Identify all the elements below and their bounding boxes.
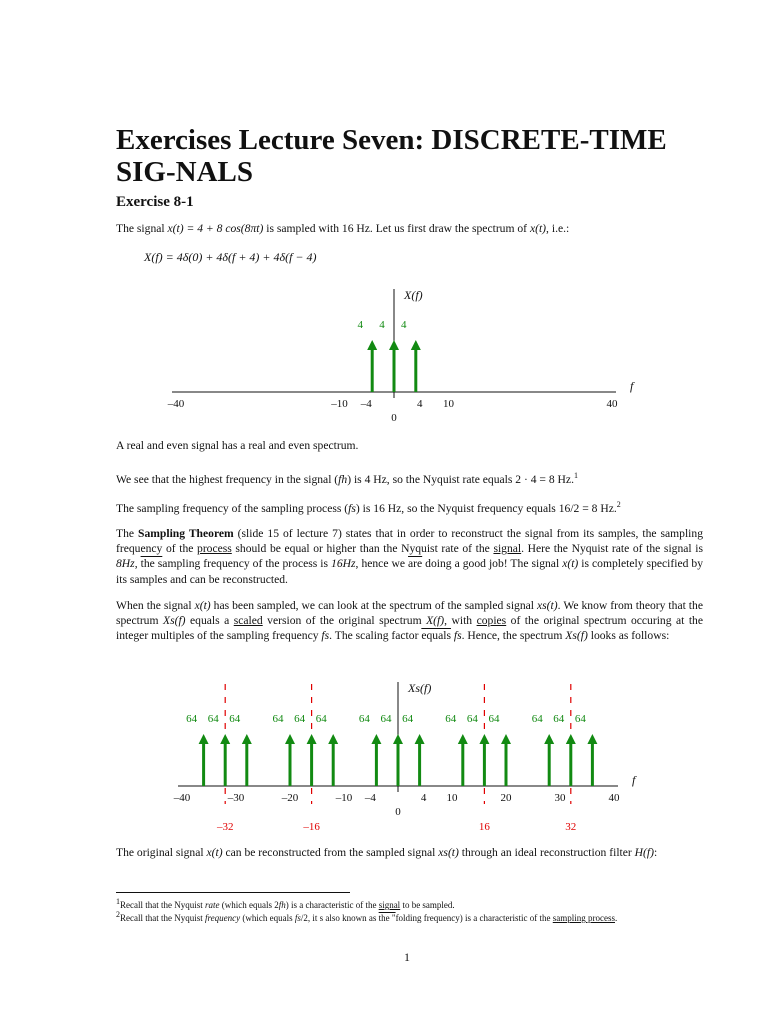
page-number: 1 <box>404 950 410 964</box>
tick-label: –40 <box>167 398 185 410</box>
tick-label: –4 <box>364 792 376 804</box>
tick-label: 30 <box>554 792 566 804</box>
tick-label: –10 <box>335 792 353 804</box>
spectrum-equation: X(f) = 4δ(0) + 4δ(f + 4) + 4δ(f − 4) <box>144 250 317 264</box>
impulse-value-label: 4 <box>357 319 363 331</box>
tick-label: –10 <box>331 398 348 410</box>
impulse-arrowhead <box>479 734 489 744</box>
exercise-heading: Exercise 8-1 <box>116 194 194 210</box>
reconstruction-paragraph: The original signal x(t) can be reconstructed from the sampled signal xs(t) through an ideal reconstruction filter H(f): <box>116 846 658 859</box>
impulse-arrowhead <box>371 734 381 744</box>
spectrum-chart <box>166 284 706 430</box>
impulse-arrowhead <box>242 734 252 744</box>
impulse-arrowhead <box>411 340 421 350</box>
impulse-value-label: 64 <box>315 713 327 725</box>
tick-label: 20 <box>500 792 512 804</box>
impulse-value-label: 4 <box>401 319 407 331</box>
x-axis-label: f <box>632 773 636 787</box>
impulse-arrowhead <box>501 734 511 744</box>
dashed-line-label: –16 <box>303 821 320 833</box>
tick-label: 0 <box>395 806 401 818</box>
y-axis-label: X(f) <box>404 288 423 302</box>
tick-label: –30 <box>227 792 245 804</box>
dashed-line-label: 32 <box>565 821 577 833</box>
impulse-arrowhead <box>199 734 209 744</box>
impulse-arrowhead <box>415 734 425 744</box>
impulse-value-label: 4 <box>379 319 385 331</box>
sampled-spectrum-chart <box>166 676 706 836</box>
impulse-arrowhead <box>328 734 338 744</box>
tick-label: –20 <box>281 792 299 804</box>
impulse-value-label: 64 <box>531 713 543 725</box>
impulse-arrowhead <box>307 734 317 744</box>
x-axis-label: f <box>630 379 634 393</box>
dashed-line-label: 16 <box>478 821 490 833</box>
impulse-arrowhead <box>566 734 576 744</box>
impulse-value-label: 64 <box>488 713 500 725</box>
tick-label: 40 <box>606 398 618 410</box>
impulse-arrowhead <box>389 340 399 350</box>
impulse-value-label: 64 <box>445 713 457 725</box>
impulse-arrowhead <box>393 734 403 744</box>
impulse-arrowhead <box>220 734 230 744</box>
intro-paragraph: The signal x(t) = 4 + 8 cos(8πt) is sampled with 16 Hz. Let us first draw the spectrum of x(t), i.e.: <box>116 222 570 235</box>
tick-label: 10 <box>443 398 454 410</box>
footnote-2: $^2$Recall that the Nyquist frequency (which equals fs/2, it s also known as the "folding frequency) is a characteristic of the sampling process. <box>116 910 618 923</box>
impulse-value-label: 64 <box>229 713 241 725</box>
tick-label: –4 <box>360 398 372 410</box>
dashed-line-label: –32 <box>216 821 234 833</box>
impulse-value-label: 64 <box>186 713 198 725</box>
impulse-arrowhead <box>458 734 468 744</box>
impulse-value-label: 64 <box>574 713 586 725</box>
impulse-value-label: 64 <box>380 713 392 725</box>
tick-label: 4 <box>420 792 427 804</box>
tick-label: 4 <box>417 398 423 410</box>
tick-label: 40 <box>608 792 620 804</box>
impulse-value-label: 64 <box>207 713 219 725</box>
impulse-value-label: 64 <box>553 713 565 725</box>
impulse-value-label: 64 <box>294 713 306 725</box>
tick-label: –40 <box>173 792 191 804</box>
nyquist-rate-paragraph: We see that the highest frequency in the signal (fh) is 4 Hz, so the Nyquist rate equals 2 · 4 = 8 Hz.$^1$ <box>116 471 578 486</box>
impulse-value-label: 64 <box>272 713 284 725</box>
impulse-arrowhead <box>587 734 597 744</box>
impulse-arrowhead <box>285 734 295 744</box>
impulse-value-label: 64 <box>402 713 414 725</box>
footnote-1: $^1$Recall that the Nyquist rate (which equals 2fh) is a characteristic of the signal to be sampled. <box>116 897 455 910</box>
impulse-value-label: 64 <box>466 713 478 725</box>
page-title: Exercises Lecture Seven: DISCRETE-TIME SIG-NALS <box>116 124 667 188</box>
impulse-arrowhead <box>544 734 554 744</box>
tick-label: 0 <box>391 412 397 424</box>
sampled-spectrum-paragraph: When the signal x(t) has been sampled, we can look at the spectrum of the sampled signal xs(t). We know from theory that the spectrum Xs(f) equals a scaled version of the original spectrum X(f), with copies of the original spectrum occuring at the integer multiples of the sampling frequency fs. The scaling factor equals fs. Hence, the spectrum Xs(f) looks as follows: <box>116 599 704 643</box>
sampling-theorem-paragraph: The Sampling Theorem (slide 15 of lecture 7) states that in order to reconstruct the signal from its samples, the sampling frequency of the process should be equal or higher than the Nyquist rate of the signal. Here the Nyquist rate of the signal is 8Hz, the sampling frequency of the process is 16Hz, hence we $\overline{are}$ doing a good job! The signal x(t) is completely specified by its samples and can be reconstructed. <box>116 527 704 586</box>
nyquist-frequency-paragraph: The sampling frequency of the sampling process (fs) is 16 Hz, so the Nyquist frequency equals 16/2 = 8 Hz.$^2$ <box>116 500 621 515</box>
y-axis-label: Xs(f) <box>408 681 432 695</box>
real-even-paragraph: A real and even signal has a real and even spectrum. <box>116 439 359 452</box>
impulse-value-label: 64 <box>358 713 370 725</box>
tick-label: 10 <box>446 792 458 804</box>
footnote-rule <box>116 892 350 893</box>
impulse-arrowhead <box>367 340 377 350</box>
